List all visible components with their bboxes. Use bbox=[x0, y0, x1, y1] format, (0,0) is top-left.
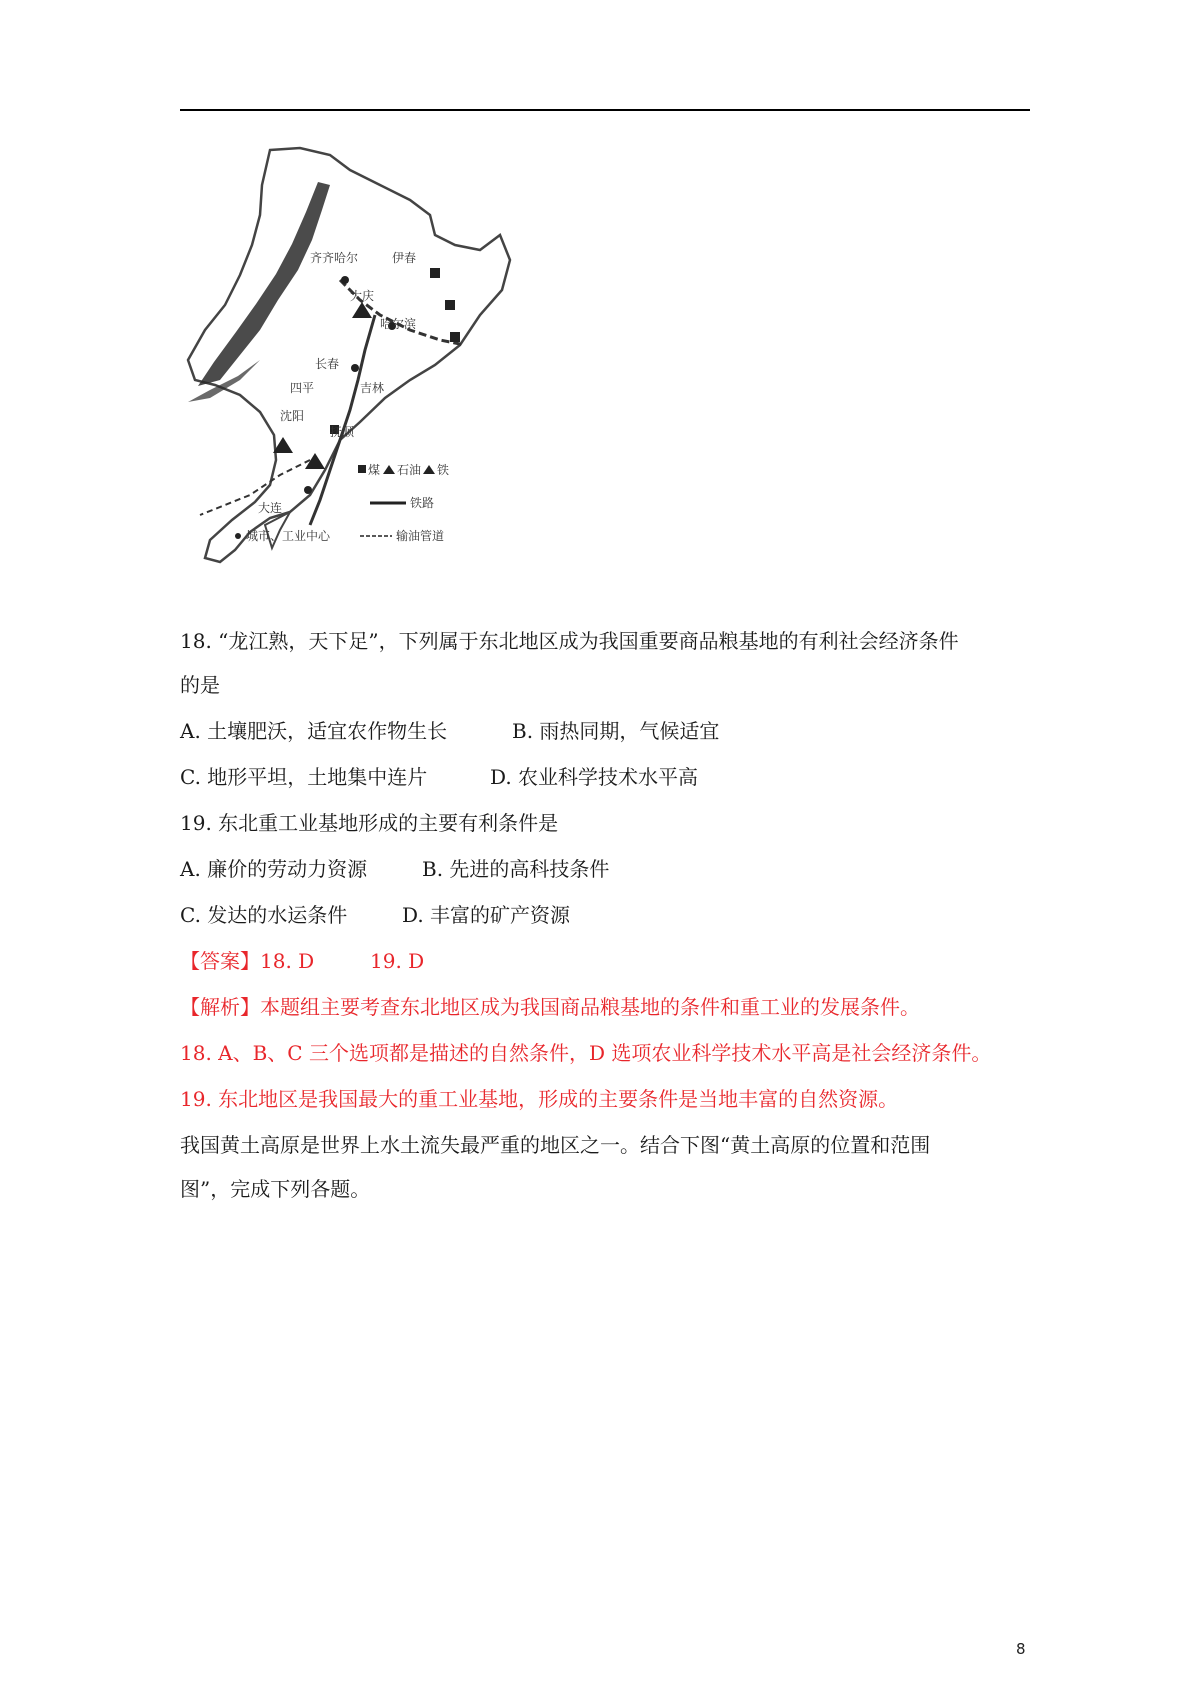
legend-city: 城市、工业中心 bbox=[246, 529, 331, 543]
answer-q18: 18. D bbox=[260, 949, 315, 973]
q19-options-row2 bbox=[180, 902, 570, 928]
coal-mark bbox=[450, 332, 460, 342]
q18-option-a: A. 土壤肥沃，适宜农作物生长 bbox=[180, 719, 448, 743]
map-label-yichun: 伊春 bbox=[392, 251, 417, 265]
analysis-line bbox=[180, 994, 920, 1020]
answer-line bbox=[180, 948, 424, 974]
city-dot bbox=[341, 276, 349, 284]
analysis-intro: 本题组主要考查东北地区成为我国商品粮基地的条件和重工业的发展条件。 bbox=[260, 995, 920, 1019]
legend-city-icon bbox=[235, 533, 241, 539]
legend-iron: 铁 bbox=[437, 463, 450, 477]
map-graphic bbox=[180, 140, 560, 600]
q19-option-d: D. 丰富的矿产资源 bbox=[402, 903, 571, 927]
page-number: 8 bbox=[1016, 1640, 1026, 1658]
q18-stem-line1: 18. “龙江熟，天下足”，下列属于东北地区成为我国重要商品粮基地的有利社会经济条件 bbox=[180, 629, 959, 653]
header-rule bbox=[180, 109, 1030, 111]
q18-option-b: B. 雨热同期，气候适宜 bbox=[512, 719, 720, 743]
map-label-changchun: 长春 bbox=[315, 357, 340, 371]
next-intro-line2: 图”，完成下列各题。 bbox=[180, 1177, 371, 1201]
q19-stem: 19. 东北重工业基地形成的主要有利条件是 bbox=[180, 811, 559, 835]
railway-line-3 bbox=[200, 460, 310, 515]
legend-oil: 石油 bbox=[397, 463, 422, 477]
mountain-band bbox=[198, 182, 330, 386]
map-label-dalian: 大连 bbox=[258, 501, 283, 515]
answer-tag: 【答案】 bbox=[180, 949, 260, 973]
answer-q19: 19. D bbox=[370, 949, 425, 973]
map-label-harbin: 哈尔滨 bbox=[380, 317, 417, 331]
map-label-shenyang: 沈阳 bbox=[280, 409, 305, 423]
analysis-tag: 【解析】 bbox=[180, 995, 260, 1019]
q19-option-b: B. 先进的高科技条件 bbox=[422, 857, 610, 881]
legend-coal-icon bbox=[358, 465, 366, 473]
analysis-q18: 18. A、B、C 三个选项都是描述的自然条件，D 选项农业科学技术水平高是社会经济条件。 bbox=[180, 1041, 992, 1065]
northeast-china-map bbox=[180, 140, 560, 600]
q19-option-a: A. 廉价的劳动力资源 bbox=[180, 857, 368, 881]
q19-option-c: C. 发达的水运条件 bbox=[180, 903, 348, 927]
map-label-qiqihar: 齐齐哈尔 bbox=[310, 251, 359, 265]
legend-railway: 铁路 bbox=[410, 496, 435, 510]
legend-coal: 煤 bbox=[368, 463, 381, 477]
legend-pipeline: 输油管道 bbox=[396, 529, 445, 543]
legend-iron-icon bbox=[423, 465, 435, 474]
next-intro-line1: 我国黄土高原是世界上水土流失最严重的地区之一。结合下图“黄土高原的位置和范围 bbox=[180, 1133, 931, 1157]
map-label-fushun: 抚顺 bbox=[330, 425, 355, 439]
legend-oil-icon bbox=[383, 465, 395, 474]
analysis-q19: 19. 东北地区是我国最大的重工业基地，形成的主要条件是当地丰富的自然资源。 bbox=[180, 1087, 899, 1111]
coal-mark bbox=[445, 300, 455, 310]
q18-options-row1 bbox=[180, 718, 719, 744]
q18-stem-line2: 的是 bbox=[180, 673, 220, 697]
city-dot bbox=[351, 364, 359, 372]
railway-line-2 bbox=[310, 315, 375, 525]
map-label-daqing: 大庆 bbox=[350, 289, 375, 303]
q19-options-row1 bbox=[180, 856, 609, 882]
q18-option-c: C. 地形平坦，土地集中连片 bbox=[180, 765, 428, 789]
coal-mark bbox=[430, 268, 440, 278]
oil-mark bbox=[352, 302, 372, 318]
city-dot bbox=[304, 486, 312, 494]
map-label-siping: 四平 bbox=[290, 381, 315, 395]
q18-options-row2 bbox=[180, 764, 698, 790]
map-label-jilin: 吉林 bbox=[360, 381, 385, 395]
q18-option-d: D. 农业科学技术水平高 bbox=[490, 765, 699, 789]
